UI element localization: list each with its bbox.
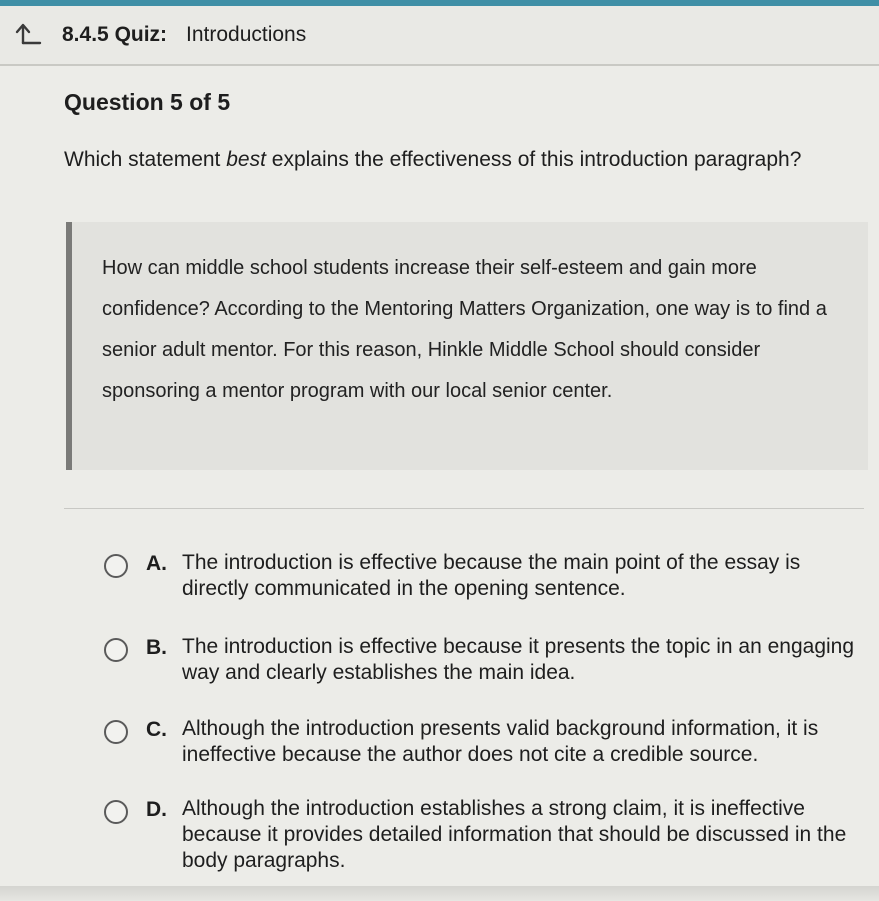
radio-button-c[interactable] <box>104 720 128 744</box>
option-text: Although the introduction establishes a strong claim, it is ineffective because it provides detailed information that should be discussed in the body paragraphs. <box>182 797 847 872</box>
radio-button-b[interactable] <box>104 638 128 662</box>
question-prompt: Which statement best explains the effectiveness of this introduction paragraph? <box>64 148 802 171</box>
option-letter: B. <box>146 636 167 659</box>
option-letter: D. <box>146 798 167 821</box>
passage-text: How can middle school students increase their self-esteem and gain more confidence? According to the Mentoring Matters Organization, one way is to find a senior adult mentor. For this reason, Hinkle Middle School should consider sponsoring a mentor program with our local senior center. <box>102 257 827 402</box>
upload-arrow-icon[interactable] <box>14 22 42 46</box>
quiz-number: 8.4.5 Quiz: <box>62 23 168 46</box>
quiz-header <box>0 6 879 66</box>
option-text: The introduction is effective because it presents the topic in an engaging way and clearly establishes the main idea. <box>182 635 855 684</box>
option-letter: C. <box>146 718 167 741</box>
option-letter: A. <box>146 552 167 575</box>
bottom-edge <box>0 886 879 901</box>
quiz-title: Introductions <box>186 23 307 46</box>
radio-button-d[interactable] <box>104 800 128 824</box>
divider <box>64 508 864 509</box>
option-text: Although the introduction presents valid background information, it is ineffective because the author does not cite a credible source. <box>182 717 819 766</box>
passage-box <box>66 222 868 470</box>
question-counter: Question 5 of 5 <box>64 89 231 115</box>
option-text: The introduction is effective because the main point of the essay is directly communicated in the opening sentence. <box>182 551 801 600</box>
radio-button-a[interactable] <box>104 554 128 578</box>
prompt-emphasis: best <box>226 148 266 171</box>
